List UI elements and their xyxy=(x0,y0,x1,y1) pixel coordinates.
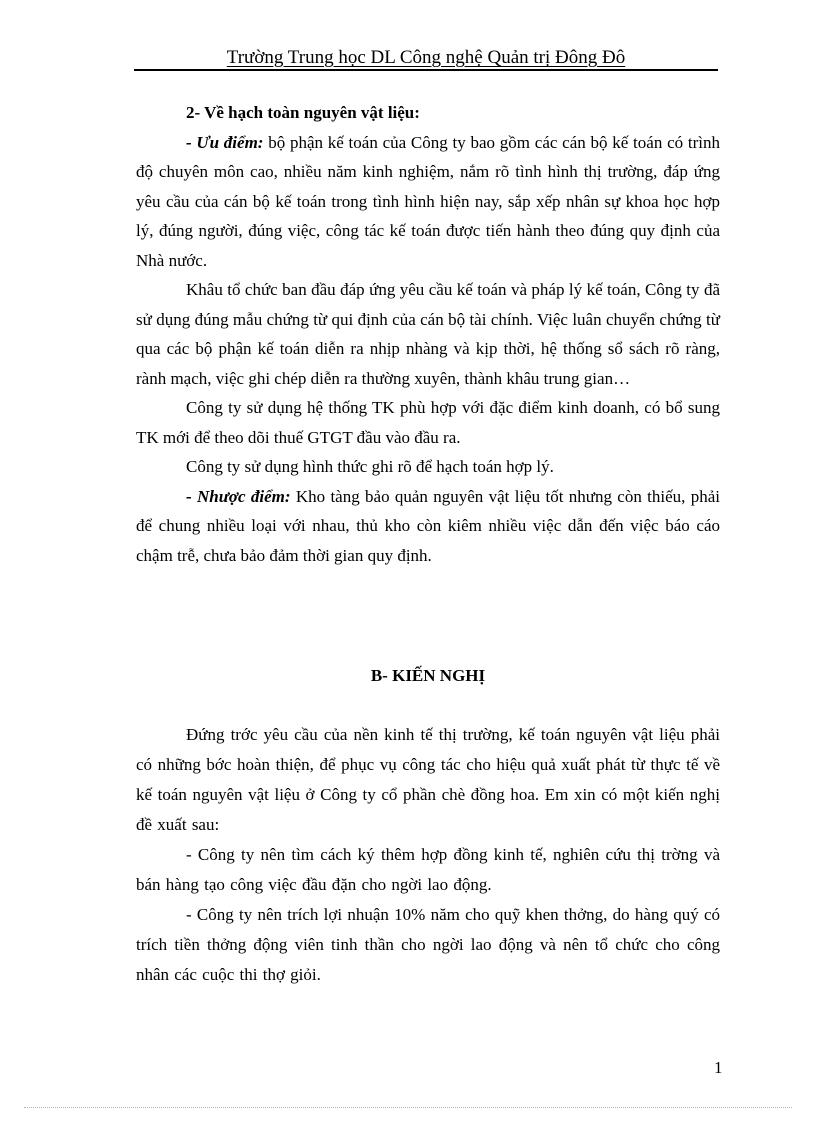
recommendations-intro: Đứng trớc yêu cầu của nền kinh tế thị trường, kế toán nguyên vật liệu phải có những bớc hoàn thiện, để phục vụ công tác cho hiệu quả xuất phát từ thực tế về kế toán nguyên vật liệu ở Công ty cổ phần chè đồng hoa. Em xin có một kiến nghị đề xuất sau: xyxy=(136,725,720,834)
section-heading-text: 2- Về hạch toàn nguyên vật liệu: xyxy=(186,103,420,122)
recommendations-section xyxy=(136,720,720,990)
footer-divider xyxy=(24,1107,792,1108)
recommendation-item: - Công ty nên trích lợi nhuận 10% năm cho quỹ khen thởng, do hàng quý có trích tiền thởng động viên tinh thần cho ngời lao động và nên tổ chức cho công nhân các cuộc thi thợ giỏi. xyxy=(136,905,720,984)
paragraph-initial-stage: Khâu tổ chức ban đầu đáp ứng yêu cầu kế toán và pháp lý kế toán, Công ty đã sử dụng đúng mẫu chứng từ qui định của cán bộ tài chính. Việc luân chuyển chứng từ qua các bộ phận kế toán diễn ra nhịp nhàng và kịp thời, hệ thống sổ sách rõ ràng, rành mạch, việc ghi chép diễn ra thường xuyên, thành khâu trung gian… xyxy=(136,280,720,388)
advantages-text: bộ phận kế toán của Công ty bao gồm các cán bộ kế toán có trình độ chuyên môn cao, nhiều năm kinh nghiệm, nắm rõ tình hình thị trường, đáp ứng yêu cầu của cán bộ kế toán trong tình hình hiện nay, sắp xếp nhân sự khoa học hợp lý, đúng người, đúng việc, công tác kế toán được tiến hành theo đúng quy định của Nhà nước. xyxy=(136,132,720,270)
disadvantages-label: - Nhược điểm: xyxy=(186,486,291,506)
page-number: 1 xyxy=(714,1058,723,1077)
header-rule xyxy=(134,69,718,71)
paragraph-recording-form: Công ty sử dụng hình thức ghi rõ để hạch toán hợp lý. xyxy=(186,457,554,476)
section-heading xyxy=(136,98,720,128)
paragraph-account-system: Công ty sử dụng hệ thống TK phù hợp với đặc điểm kinh doanh, có bổ sung TK mới để theo dõi thuế GTGT đầu vào đầu ra. xyxy=(136,398,720,447)
evaluation-section xyxy=(136,98,720,570)
disadvantages-paragraph xyxy=(136,482,720,571)
page-header: Trường Trung học DL Công nghệ Quản trị Đông Đô xyxy=(226,47,626,68)
recommendation-item: - Công ty nên tìm cách ký thêm hợp đồng kinh tế, nghiên cứu thị trờng và bán hàng tạo công việc đầu đặn cho ngời lao động. xyxy=(136,845,720,894)
disadvantages-text: Kho tàng bảo quản nguyên vật liệu tốt nhưng còn thiếu, phải để chung nhiều loại với nhau, thủ kho còn kiêm nhiều việc dẫn đến việc báo cáo chậm trễ, chưa bảo đảm thời gian quy định. xyxy=(136,486,720,565)
advantages-label: - Ưu điểm: xyxy=(186,132,264,152)
advantages-paragraph xyxy=(136,128,720,276)
recommendations-heading: B- KIẾN NGHỊ xyxy=(370,666,486,685)
